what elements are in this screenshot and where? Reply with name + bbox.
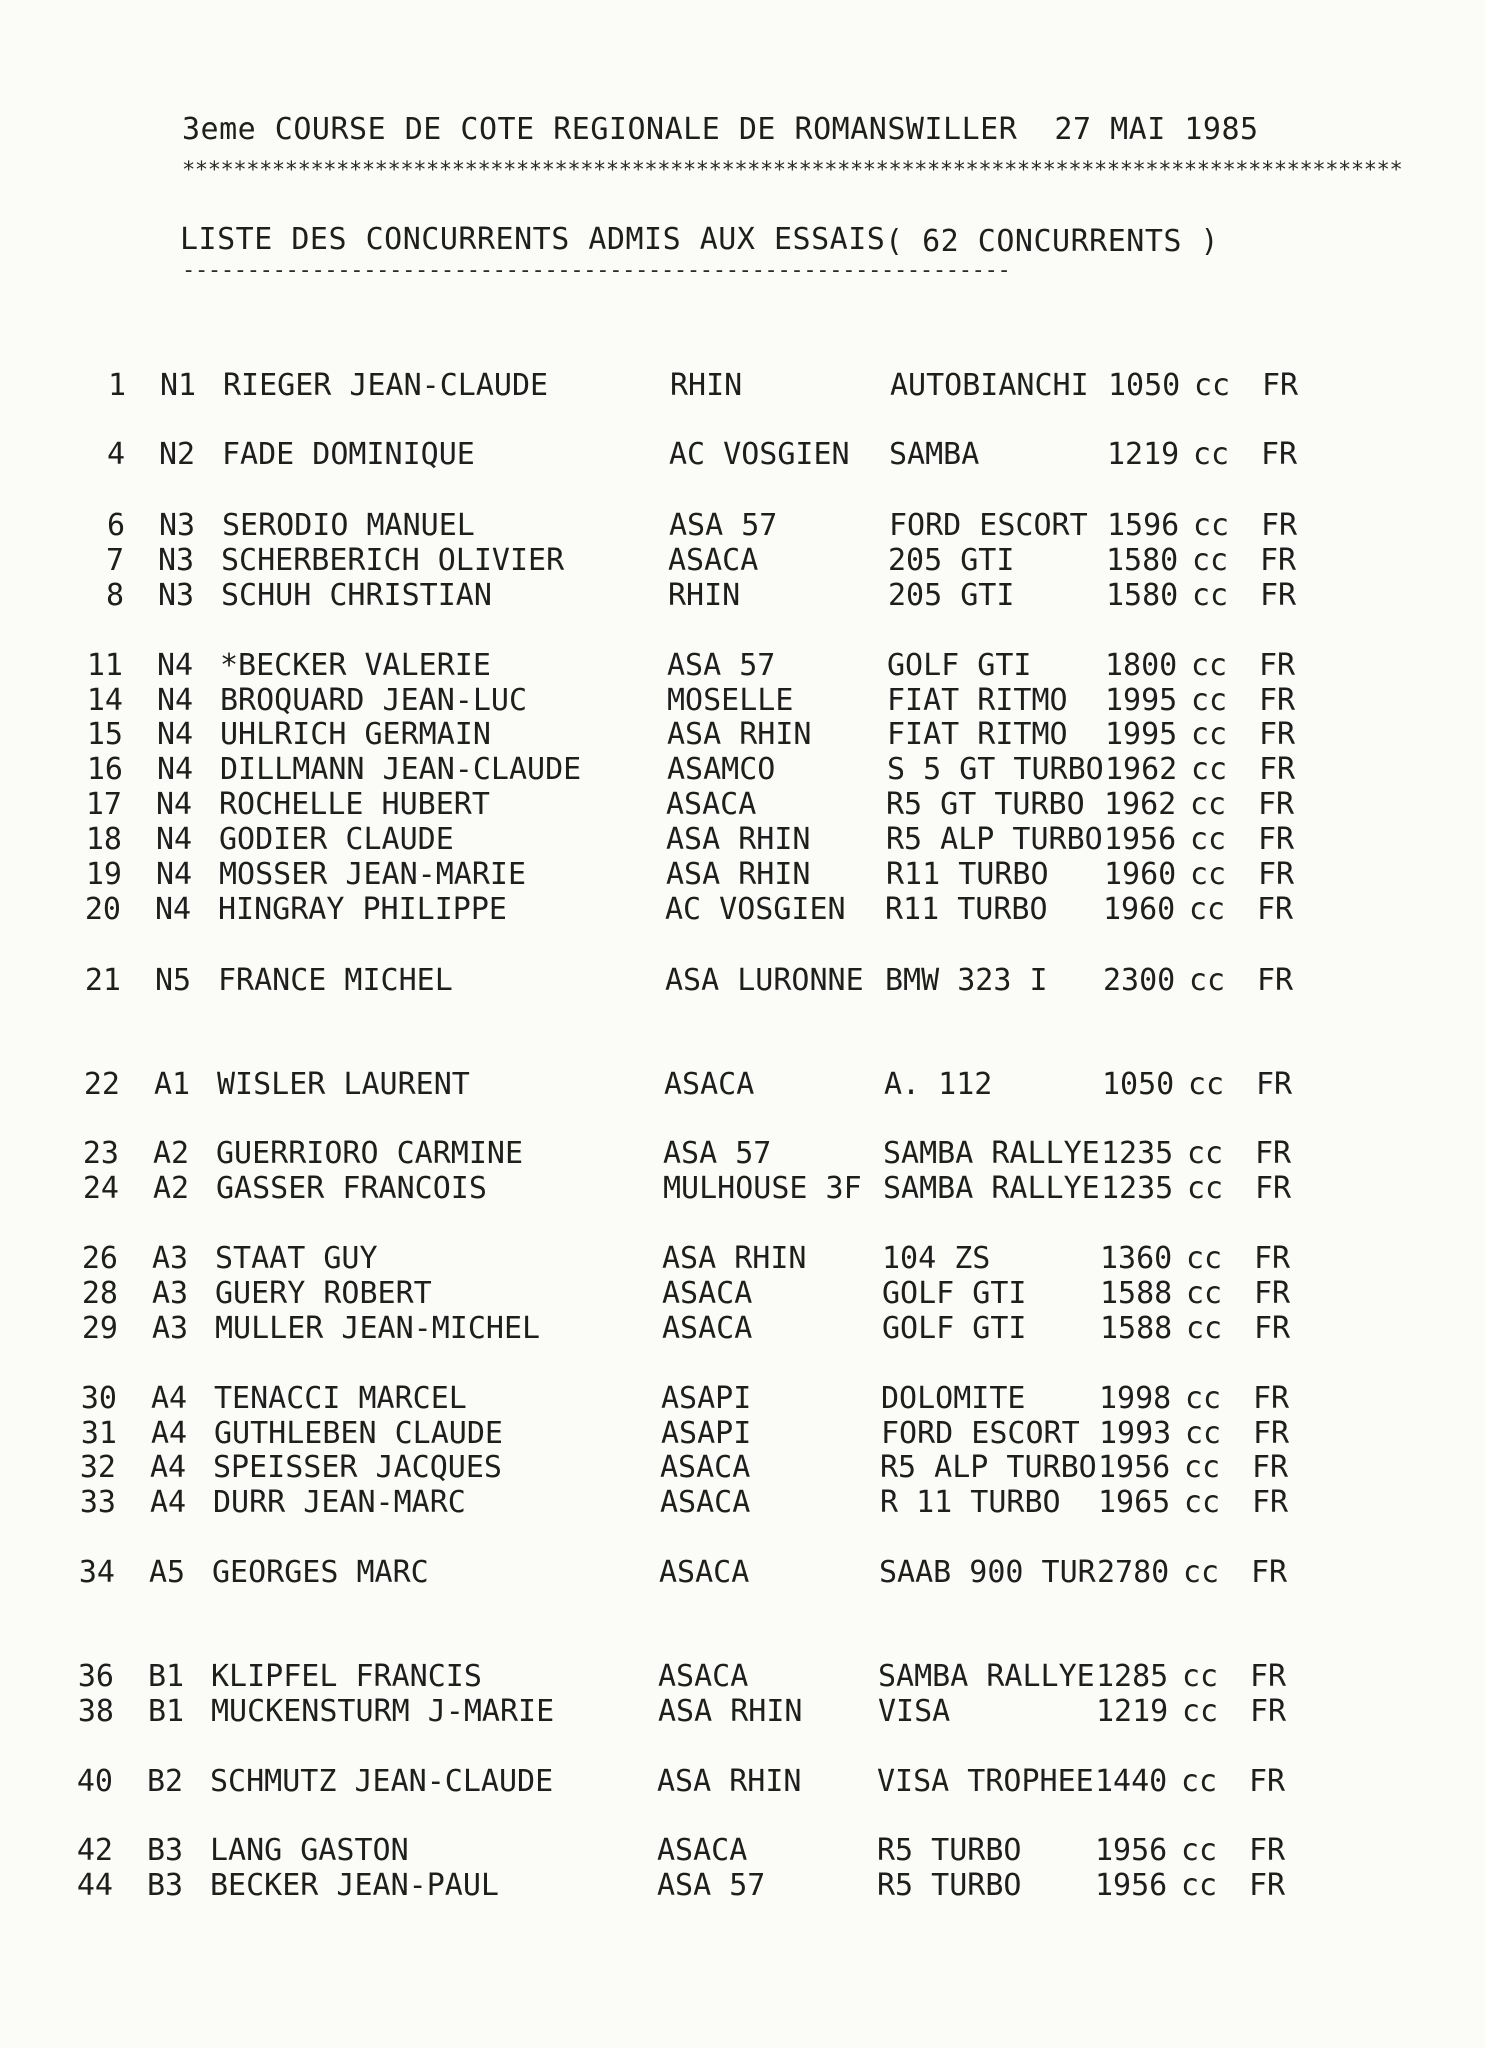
competitor-class: B2 <box>147 1764 184 1799</box>
capacity-unit: cc <box>1190 857 1227 892</box>
capacity-unit: cc <box>1185 1381 1222 1416</box>
competitor-name: SPEISSER JACQUES <box>213 1450 502 1485</box>
competitor-country: FR <box>1257 892 1294 927</box>
competitor-country: FR <box>1252 1485 1289 1520</box>
competitor-number: 17 <box>85 787 122 822</box>
capacity-unit: cc <box>1187 1171 1224 1206</box>
competitor-club: ASA RHIN <box>657 1764 802 1799</box>
competitor-country: FR <box>1259 683 1296 718</box>
competitor-row <box>0 648 1400 684</box>
competitor-class: A4 <box>150 1450 187 1485</box>
competitor-name: GEORGES MARC <box>212 1555 429 1590</box>
competitor-name: KLIPFEL FRANCIS <box>211 1659 482 1694</box>
competitor-name: BROQUARD JEAN-LUC <box>220 683 528 718</box>
engine-capacity: 1050 <box>1102 1067 1175 1102</box>
competitor-car: R11 TURBO <box>886 857 1049 892</box>
competitor-row <box>0 963 1400 999</box>
competitor-name: GUTHLEBEN CLAUDE <box>214 1416 503 1451</box>
competitor-car: SAMBA RALLYE <box>883 1136 1100 1171</box>
engine-capacity: 1960 <box>1104 857 1177 892</box>
competitor-club: ASA LURONNE <box>665 963 864 998</box>
competitor-class: A2 <box>153 1136 190 1171</box>
competitor-class: A3 <box>152 1311 189 1346</box>
competitor-class: N5 <box>155 963 192 998</box>
engine-capacity: 1219 <box>1096 1694 1169 1729</box>
competitor-car: 205 GTI <box>888 578 1015 613</box>
engine-capacity: 1995 <box>1105 683 1178 718</box>
competitor-club: ASA RHIN <box>667 717 812 752</box>
capacity-unit: cc <box>1192 578 1229 613</box>
competitor-country: FR <box>1255 1171 1292 1206</box>
capacity-unit: cc <box>1189 892 1226 927</box>
competitor-name: SCHMUTZ JEAN-CLAUDE <box>210 1764 554 1799</box>
competitor-row <box>0 543 1400 579</box>
capacity-unit: cc <box>1193 508 1230 543</box>
competitor-row <box>0 1136 1400 1172</box>
competitor-class: A5 <box>149 1555 186 1590</box>
competitor-club: ASACA <box>658 1659 749 1694</box>
competitor-row <box>0 437 1400 473</box>
competitor-country: FR <box>1250 1694 1287 1729</box>
engine-capacity: 1960 <box>1103 892 1176 927</box>
competitor-club: ASACA <box>668 543 759 578</box>
competitor-name: LANG GASTON <box>210 1833 409 1868</box>
competitor-club: AC VOSGIEN <box>669 437 850 472</box>
competitor-number: 23 <box>82 1136 119 1171</box>
competitor-club: ASA 57 <box>663 1136 772 1171</box>
engine-capacity: 1596 <box>1107 508 1180 543</box>
competitor-club: ASACA <box>666 787 757 822</box>
competitor-name: MOSSER JEAN-MARIE <box>219 857 527 892</box>
competitor-row <box>0 717 1400 753</box>
competitor-car: R 11 TURBO <box>880 1485 1061 1520</box>
competitor-car: FORD ESCORT <box>881 1416 1080 1451</box>
competitor-class: A4 <box>151 1416 188 1451</box>
competitor-car: AUTOBIANCHI <box>890 368 1089 403</box>
competitor-car: VISA <box>878 1694 951 1729</box>
competitor-row <box>0 1241 1400 1277</box>
competitor-country: FR <box>1261 437 1298 472</box>
capacity-unit: cc <box>1183 1555 1220 1590</box>
engine-capacity: 1956 <box>1098 1450 1171 1485</box>
capacity-unit: cc <box>1181 1833 1218 1868</box>
capacity-unit: cc <box>1184 1485 1221 1520</box>
competitor-class: B3 <box>147 1833 184 1868</box>
competitor-row <box>0 1833 1400 1869</box>
competitor-country: FR <box>1259 717 1296 752</box>
competitor-number: 26 <box>81 1241 118 1276</box>
engine-capacity: 1235 <box>1101 1136 1174 1171</box>
capacity-unit: cc <box>1185 1416 1222 1451</box>
competitor-club: ASACA <box>664 1067 755 1102</box>
competitor-number: 4 <box>106 437 125 472</box>
competitor-name: RIEGER JEAN-CLAUDE <box>223 368 549 403</box>
competitor-number: 42 <box>76 1833 113 1868</box>
engine-capacity: 1962 <box>1104 787 1177 822</box>
competitor-number: 32 <box>79 1450 116 1485</box>
competitor-car: FORD ESCORT <box>889 508 1088 543</box>
competitor-class: N2 <box>159 437 196 472</box>
competitor-car: GOLF GTI <box>882 1311 1027 1346</box>
competitor-class: N4 <box>157 752 194 787</box>
competitor-car: DOLOMITE <box>881 1381 1026 1416</box>
capacity-unit: cc <box>1193 437 1230 472</box>
competitor-number: 30 <box>80 1381 117 1416</box>
competitor-car: R5 ALP TURBO <box>886 822 1103 857</box>
competitor-car: R5 TURBO <box>877 1868 1022 1903</box>
competitor-row <box>0 1276 1400 1312</box>
competitor-car: GOLF GTI <box>882 1276 1027 1311</box>
competitor-country: FR <box>1258 787 1295 822</box>
competitor-number: 21 <box>84 963 121 998</box>
competitor-club: RHIN <box>668 578 741 613</box>
competitor-class: N4 <box>157 717 194 752</box>
list-subtitle: LISTE DES CONCURRENTS ADMIS AUX ESSAIS <box>180 222 886 257</box>
competitor-country: FR <box>1254 1311 1291 1346</box>
competitor-row <box>0 1067 1400 1103</box>
competitor-car: FIAT RITMO <box>887 717 1068 752</box>
competitor-car: SAMBA RALLYE <box>878 1659 1095 1694</box>
document-title: 3eme COURSE DE COTE REGIONALE DE ROMANSWILLER 27 MAI 1985 <box>182 112 1259 147</box>
competitor-country: FR <box>1258 822 1295 857</box>
competitor-country: FR <box>1260 578 1297 613</box>
capacity-unit: cc <box>1186 1311 1223 1346</box>
competitor-class: A3 <box>152 1241 189 1276</box>
competitor-name: SCHUH CHRISTIAN <box>221 578 492 613</box>
competitor-row <box>0 1555 1400 1591</box>
competitor-row <box>0 857 1400 893</box>
competitor-row <box>0 368 1400 404</box>
competitor-car: VISA TROPHEE <box>877 1764 1094 1799</box>
competitor-name: FRANCE MICHEL <box>218 963 453 998</box>
competitor-name: ROCHELLE HUBERT <box>219 787 490 822</box>
competitor-name: MULLER JEAN-MICHEL <box>215 1311 541 1346</box>
engine-capacity: 1962 <box>1105 752 1178 787</box>
competitor-club: ASA RHIN <box>662 1241 807 1276</box>
competitor-class: A1 <box>154 1067 191 1102</box>
competitor-name: GUERY ROBERT <box>215 1276 432 1311</box>
subtitle-underline: ---------------------------------------------------------------- <box>182 258 1011 283</box>
competitor-country: FR <box>1254 1241 1291 1276</box>
competitor-car: SAMBA <box>889 437 980 472</box>
competitor-row <box>0 683 1400 719</box>
competitor-country: FR <box>1258 857 1295 892</box>
competitor-class: N1 <box>160 368 197 403</box>
competitor-name: DILLMANN JEAN-CLAUDE <box>220 752 582 787</box>
competitor-number: 6 <box>106 508 125 543</box>
competitor-row <box>0 1381 1400 1417</box>
engine-capacity: 1956 <box>1095 1833 1168 1868</box>
competitor-car: SAMBA RALLYE <box>883 1171 1100 1206</box>
competitor-country: FR <box>1249 1833 1286 1868</box>
competitor-row <box>0 508 1400 544</box>
competitor-club: ASACA <box>662 1311 753 1346</box>
capacity-unit: cc <box>1181 1764 1218 1799</box>
competitor-number: 19 <box>85 857 122 892</box>
competitor-class: N4 <box>157 648 194 683</box>
competitor-class: N4 <box>156 787 193 822</box>
competitor-row <box>0 1485 1400 1521</box>
competitor-class: A4 <box>150 1485 187 1520</box>
competitor-car: R11 TURBO <box>885 892 1048 927</box>
competitor-name: SERODIO MANUEL <box>222 508 475 543</box>
competitor-number: 18 <box>85 822 122 857</box>
competitor-class: N4 <box>156 822 193 857</box>
competitor-name: WISLER LAURENT <box>217 1067 470 1102</box>
competitor-row <box>0 1868 1400 1904</box>
competitor-number: 44 <box>76 1868 113 1903</box>
competitor-car: A. 112 <box>884 1067 993 1102</box>
engine-capacity: 1956 <box>1095 1868 1168 1903</box>
competitor-club: ASAMCO <box>667 752 776 787</box>
competitor-country: FR <box>1259 648 1296 683</box>
competitor-name: BECKER JEAN-PAUL <box>210 1868 499 1903</box>
capacity-unit: cc <box>1188 1067 1225 1102</box>
capacity-unit: cc <box>1192 543 1229 578</box>
competitor-club: ASA 57 <box>657 1868 766 1903</box>
competitor-country: FR <box>1251 1555 1288 1590</box>
competitor-country: FR <box>1252 1450 1289 1485</box>
capacity-unit: cc <box>1182 1659 1219 1694</box>
competitor-name: GUERRIORO CARMINE <box>216 1136 524 1171</box>
competitor-number: 24 <box>82 1171 119 1206</box>
competitor-number: 15 <box>86 717 123 752</box>
competitor-number: 38 <box>77 1694 114 1729</box>
competitor-country: FR <box>1253 1381 1290 1416</box>
competitor-club: ASAPI <box>661 1416 752 1451</box>
capacity-unit: cc <box>1182 1694 1219 1729</box>
competitor-row <box>0 1311 1400 1347</box>
capacity-unit: cc <box>1191 683 1228 718</box>
competitor-club: ASA RHIN <box>666 857 811 892</box>
competitor-club: RHIN <box>670 368 743 403</box>
competitor-name: FADE DOMINIQUE <box>222 437 475 472</box>
competitor-number: 28 <box>81 1276 118 1311</box>
competitor-country: FR <box>1257 963 1294 998</box>
competitor-row <box>0 752 1400 788</box>
competitor-number: 22 <box>83 1067 120 1102</box>
competitor-car: SAAB 900 TUR <box>879 1555 1096 1590</box>
engine-capacity: 1993 <box>1099 1416 1172 1451</box>
competitor-class: B1 <box>148 1694 185 1729</box>
competitor-class: A3 <box>152 1276 189 1311</box>
capacity-unit: cc <box>1186 1241 1223 1276</box>
competitor-row <box>0 1694 1400 1730</box>
competitor-club: MOSELLE <box>667 683 794 718</box>
competitor-number: 40 <box>76 1764 113 1799</box>
competitor-car: R5 GT TURBO <box>886 787 1085 822</box>
competitor-number: 7 <box>105 543 124 578</box>
competitor-class: N4 <box>157 683 194 718</box>
competitor-club: ASAPI <box>661 1381 752 1416</box>
competitor-car: 104 ZS <box>882 1241 991 1276</box>
competitor-class: N4 <box>155 892 192 927</box>
capacity-unit: cc <box>1184 1450 1221 1485</box>
title-star-rule: *********************************************************************************************** <box>182 158 1403 183</box>
competitor-class: A2 <box>153 1171 190 1206</box>
competitor-club: AC VOSGIEN <box>665 892 846 927</box>
competitor-country: FR <box>1262 368 1299 403</box>
competitor-name: MUCKENSTURM J-MARIE <box>211 1694 555 1729</box>
competitor-number: 11 <box>86 648 123 683</box>
competitor-number: 36 <box>77 1659 114 1694</box>
competitor-number: 14 <box>86 683 123 718</box>
competitor-name: GASSER FRANCOIS <box>216 1171 487 1206</box>
competitor-country: FR <box>1256 1067 1293 1102</box>
competitor-number: 20 <box>84 892 121 927</box>
engine-capacity: 1285 <box>1096 1659 1169 1694</box>
competitor-row <box>0 1171 1400 1207</box>
competitor-car: 205 GTI <box>888 543 1015 578</box>
capacity-unit: cc <box>1191 752 1228 787</box>
capacity-unit: cc <box>1190 822 1227 857</box>
capacity-unit: cc <box>1181 1868 1218 1903</box>
competitor-class: B1 <box>148 1659 185 1694</box>
competitor-class: N3 <box>158 543 195 578</box>
engine-capacity: 1219 <box>1107 437 1180 472</box>
capacity-unit: cc <box>1186 1276 1223 1311</box>
capacity-unit: cc <box>1191 648 1228 683</box>
capacity-unit: cc <box>1194 368 1231 403</box>
competitor-club: ASA RHIN <box>666 822 811 857</box>
competitor-country: FR <box>1261 508 1298 543</box>
engine-capacity: 2300 <box>1103 963 1176 998</box>
competitor-car: R5 ALP TURBO <box>880 1450 1097 1485</box>
engine-capacity: 1965 <box>1098 1485 1171 1520</box>
engine-capacity: 1956 <box>1104 822 1177 857</box>
competitor-club: ASACA <box>660 1450 751 1485</box>
competitor-club: ASACA <box>660 1485 751 1520</box>
capacity-unit: cc <box>1191 717 1228 752</box>
competitor-class: N3 <box>159 508 196 543</box>
competitor-country: FR <box>1259 752 1296 787</box>
competitor-row <box>0 1659 1400 1695</box>
capacity-unit: cc <box>1187 1136 1224 1171</box>
competitor-club: ASA 57 <box>669 508 778 543</box>
competitor-number: 16 <box>86 752 123 787</box>
competitor-row <box>0 822 1400 858</box>
engine-capacity: 1050 <box>1108 368 1181 403</box>
competitor-row <box>0 1764 1400 1800</box>
engine-capacity: 1440 <box>1095 1764 1168 1799</box>
competitor-number: 33 <box>79 1485 116 1520</box>
competitor-country: FR <box>1249 1868 1286 1903</box>
competitor-club: MULHOUSE 3F <box>663 1171 862 1206</box>
competitor-name: TENACCI MARCEL <box>214 1381 467 1416</box>
competitor-row <box>0 787 1400 823</box>
competitor-number: 29 <box>81 1311 118 1346</box>
competitor-row <box>0 1416 1400 1452</box>
competitor-name: STAAT GUY <box>215 1241 378 1276</box>
competitor-car: FIAT RITMO <box>887 683 1068 718</box>
competitor-club: ASACA <box>657 1833 748 1868</box>
competitor-country: FR <box>1253 1416 1290 1451</box>
competitor-class: B3 <box>147 1868 184 1903</box>
competitor-name: UHLRICH GERMAIN <box>220 717 491 752</box>
competitor-row <box>0 892 1400 928</box>
competitor-name: GODIER CLAUDE <box>219 822 454 857</box>
competitor-country: FR <box>1255 1136 1292 1171</box>
engine-capacity: 1580 <box>1106 543 1179 578</box>
competitor-club: ASA RHIN <box>658 1694 803 1729</box>
competitor-car: GOLF GTI <box>887 648 1032 683</box>
competitor-name: DURR JEAN-MARC <box>213 1485 466 1520</box>
competitor-class: N3 <box>158 578 195 613</box>
engine-capacity: 1995 <box>1105 717 1178 752</box>
competitor-name: HINGRAY PHILIPPE <box>218 892 507 927</box>
engine-capacity: 1580 <box>1106 578 1179 613</box>
competitor-country: FR <box>1254 1276 1291 1311</box>
competitor-class: N4 <box>156 857 193 892</box>
competitor-name: SCHERBERICH OLIVIER <box>221 543 565 578</box>
competitor-car: BMW 323 I <box>885 963 1048 998</box>
capacity-unit: cc <box>1190 787 1227 822</box>
engine-capacity: 1588 <box>1100 1276 1173 1311</box>
competitor-row <box>0 1450 1400 1486</box>
engine-capacity: 1360 <box>1100 1241 1173 1276</box>
competitor-number: 8 <box>105 578 124 613</box>
competitor-club: ASA 57 <box>667 648 776 683</box>
competitor-row <box>0 578 1400 614</box>
engine-capacity: 1588 <box>1100 1311 1173 1346</box>
competitor-country: FR <box>1260 543 1297 578</box>
engine-capacity: 1998 <box>1099 1381 1172 1416</box>
competitor-number: 34 <box>78 1555 115 1590</box>
competitor-car: S 5 GT TURBO <box>887 752 1104 787</box>
competitor-name: *BECKER VALERIE <box>220 648 491 683</box>
engine-capacity: 1800 <box>1105 648 1178 683</box>
competitor-country: FR <box>1250 1659 1287 1694</box>
engine-capacity: 1235 <box>1101 1171 1174 1206</box>
competitor-number: 31 <box>80 1416 117 1451</box>
competitor-club: ASACA <box>662 1276 753 1311</box>
engine-capacity: 2780 <box>1097 1555 1170 1590</box>
capacity-unit: cc <box>1189 963 1226 998</box>
competitor-car: R5 TURBO <box>877 1833 1022 1868</box>
competitor-class: A4 <box>151 1381 188 1416</box>
competitor-number: 1 <box>107 368 126 403</box>
competitor-country: FR <box>1249 1764 1286 1799</box>
competitor-club: ASACA <box>659 1555 750 1590</box>
competitor-count: ( 62 CONCURRENTS ) <box>885 224 1220 259</box>
